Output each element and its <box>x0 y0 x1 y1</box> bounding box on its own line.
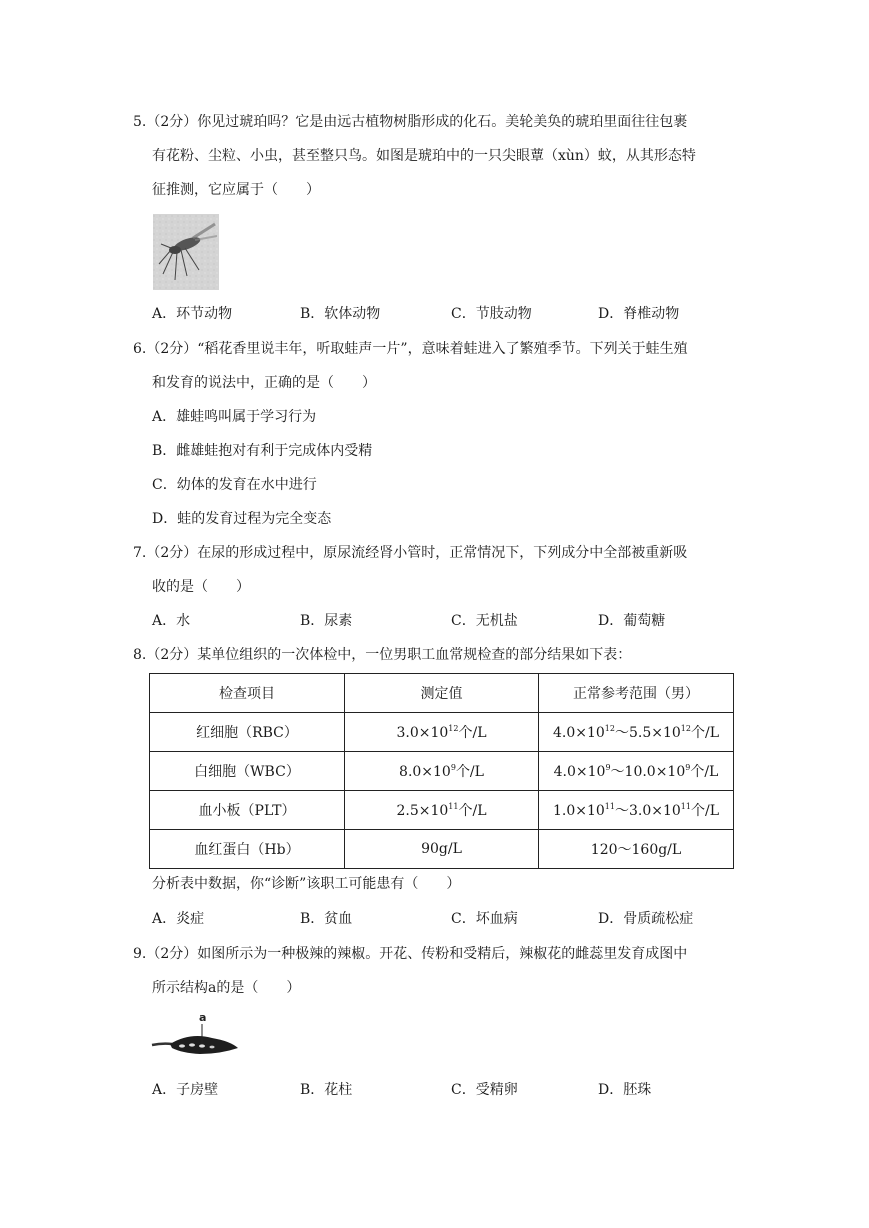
range-high-exponent: 11 <box>680 802 691 811</box>
table-cell-measured: 90g/L <box>345 830 539 869</box>
figure-label-a: a <box>199 1011 207 1024</box>
value-unit: 个/L <box>458 803 487 819</box>
range-unit: 个/L <box>690 725 719 741</box>
range-unit: 个/L <box>690 764 719 780</box>
q6-stem-line1: 6.（2分）“稻花香里说丰年，听取蛙声一片”，意味着蛙进入了繁殖季节。下列关于蛙生殖 <box>133 341 688 357</box>
table-cell-item: 血红蛋白（Hb） <box>150 830 345 869</box>
table-header-cell: 正常参考范围（男） <box>539 674 734 713</box>
value-base: 2.5×10 <box>396 803 449 819</box>
q5-stem-line2: 有花粉、尘粒、小虫，甚至整只鸟。如图是琥珀中的一只尖眼蕈（xùn）蚊，从其形态特 <box>152 148 696 164</box>
table-header-cell: 检查项目 <box>150 674 345 713</box>
q9-option-a: A．子房壁 <box>152 1082 219 1098</box>
table-cell-item: 白细胞（WBC） <box>150 752 345 791</box>
q9-option-d: D．胚珠 <box>598 1082 652 1098</box>
table-cell-measured <box>345 752 539 791</box>
table-cell-item: 红细胞（RBC） <box>150 713 345 752</box>
q6-option-d: D．蛙的发育过程为完全变态 <box>152 511 332 527</box>
q7-option-c: C．无机盐 <box>451 613 518 629</box>
q8-stem-line1: 8.（2分）某单位组织的一次体检中，一位男职工血常规检查的部分结果如下表： <box>133 647 632 663</box>
range-high-base: ～10.0×10 <box>610 764 686 780</box>
blood-test-table <box>149 673 734 869</box>
range-high-base: ～3.0×10 <box>614 803 681 819</box>
q7-option-b: B．尿素 <box>300 613 353 629</box>
range-low-base: 4.0×10 <box>553 764 606 780</box>
range-low-exponent: 9 <box>605 763 611 772</box>
chili-pepper-figure <box>150 1010 240 1060</box>
range-low-exponent: 12 <box>604 724 615 733</box>
table-cell-item: 血小板（PLT） <box>150 791 345 830</box>
q6-option-c: C．幼体的发育在水中进行 <box>152 477 317 493</box>
value-unit: 个/L <box>458 725 487 741</box>
range-high-exponent: 9 <box>685 763 691 772</box>
q5-stem-line1: 5.（2分）你见过琥珀吗？它是由远古植物树脂形成的化石。美轮美奂的琥珀里面往往包裹 <box>133 114 688 130</box>
table-cell-range <box>539 713 734 752</box>
range-high-base: ～5.5×10 <box>614 725 681 741</box>
q6-option-a: A．雄蛙鸣叫属于学习行为 <box>152 409 317 425</box>
q9-stem-line1: 9.（2分）如图所示为一种极辣的辣椒。开花、传粉和受精后，辣椒花的雌蕊里发育成图中 <box>133 946 688 962</box>
q7-stem-line2: 收的是（ ） <box>152 579 250 595</box>
value-base: 8.0×10 <box>399 764 451 780</box>
value-base: 3.0×10 <box>396 725 449 741</box>
table-row <box>150 791 734 830</box>
q9-option-c: C．受精卵 <box>451 1082 518 1098</box>
table-row <box>150 713 734 752</box>
table-cell-range <box>539 752 734 791</box>
table-header-row <box>150 674 734 713</box>
table-cell-range <box>539 791 734 830</box>
table-cell-measured <box>345 791 539 830</box>
q5-option-b: B．软体动物 <box>300 306 381 322</box>
table-row <box>150 830 734 869</box>
range-low-base: 4.0×10 <box>552 725 605 741</box>
table-header-cell: 测定值 <box>345 674 539 713</box>
q8-option-c: C．坏血病 <box>451 911 518 927</box>
value-unit: 个/L <box>455 764 484 780</box>
range-low-exponent: 11 <box>604 802 615 811</box>
value-exponent: 12 <box>448 724 459 733</box>
q7-option-d: D．葡萄糖 <box>598 613 666 629</box>
q8-option-a: A．炎症 <box>152 911 205 927</box>
q5-option-c: C．节肢动物 <box>451 306 532 322</box>
amber-insect-figure <box>153 214 219 290</box>
value-exponent: 9 <box>450 763 456 772</box>
q5-stem-line3: 征推测，它应属于（ ） <box>152 182 320 198</box>
q5-option-a: A．环节动物 <box>152 306 233 322</box>
range-high-exponent: 12 <box>680 724 691 733</box>
q8-stem-line2: 分析表中数据，你“诊断”该职工可能患有（ ） <box>152 876 461 892</box>
q8-option-b: B．贫血 <box>300 911 353 927</box>
q6-stem-line2: 和发育的说法中，正确的是（ ） <box>152 375 376 391</box>
q7-option-a: A．水 <box>152 613 191 629</box>
q5-option-d: D．脊椎动物 <box>598 306 680 322</box>
table-cell-range: 120～160g/L <box>539 830 734 869</box>
q7-stem-line1: 7.（2分）在尿的形成过程中，原尿流经肾小管时，正常情况下，下列成分中全部被重新吸 <box>133 545 688 561</box>
table-cell-measured <box>345 713 539 752</box>
q9-option-b: B．花柱 <box>300 1082 353 1098</box>
table-row <box>150 752 734 791</box>
q9-stem-line2: 所示结构a的是（ ） <box>152 980 301 996</box>
range-low-base: 1.0×10 <box>552 803 605 819</box>
range-unit: 个/L <box>690 803 719 819</box>
q6-option-b: B．雌雄蛙抱对有利于完成体内受精 <box>152 443 373 459</box>
value-exponent: 11 <box>448 802 459 811</box>
q8-option-d: D．骨质疏松症 <box>598 911 694 927</box>
